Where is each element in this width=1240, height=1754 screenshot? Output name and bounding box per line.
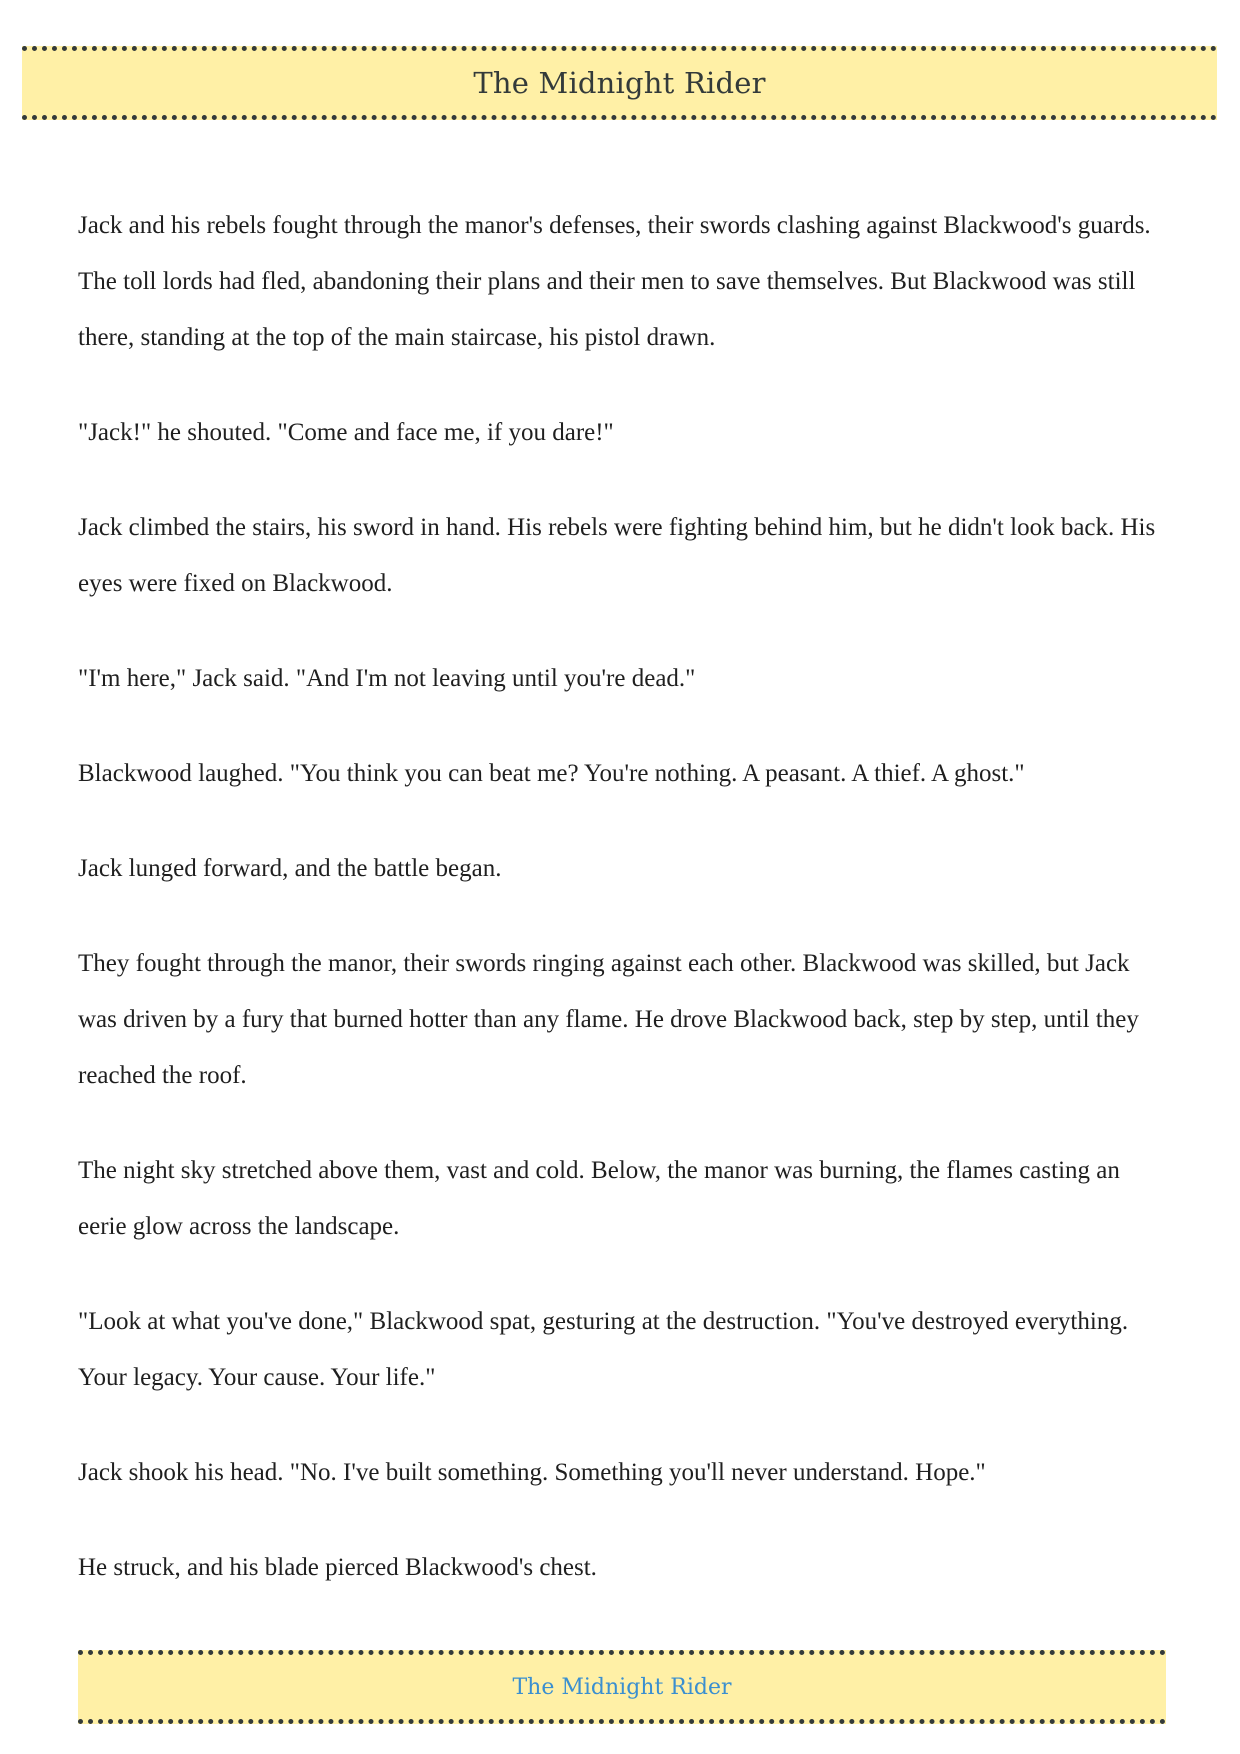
page-title: The Midnight Rider [473, 66, 766, 100]
footer-title: The Midnight Rider [512, 1674, 732, 1700]
footer-banner [78, 1650, 1166, 1724]
paragraph: He struck, and his blade pierced Blackwood's chest. [78, 1554, 597, 1581]
paragraph: "I'm here," Jack said. "And I'm not leaving until you're dead." [78, 665, 696, 692]
paragraph: Jack lunged forward, and the battle began. [78, 855, 502, 882]
paragraph: "Jack!" he shouted. "Come and face me, if you dare!" [78, 419, 614, 446]
paragraph: Blackwood laughed. "You think you can beat me? You're nothing. A peasant. A thief. A ghost." [78, 760, 1025, 787]
paragraph: Jack climbed the stairs, his sword in hand. His rebels were fighting behind him, but he didn't look back. His eyes were fixed on Blackwood. [78, 514, 1156, 597]
paragraph: "Look at what you've done," Blackwood spat, gesturing at the destruction. "You've destroyed everything. Your legacy. Your cause. Your life." [78, 1308, 1129, 1391]
paragraph: Jack shook his head. "No. I've built something. Something you'll never understand. Hope." [78, 1459, 986, 1486]
header-banner [22, 46, 1217, 120]
paragraph: They fought through the manor, their swords ringing against each other. Blackwood was skilled, but Jack was driven by a fury that burned hotter than any flame. He drove Blackwood back, step by step, until they reached the roof. [78, 950, 1139, 1089]
paragraph: The night sky stretched above them, vast and cold. Below, the manor was burning, the flames casting an eerie glow across the landscape. [78, 1157, 1120, 1240]
story-body [78, 198, 1168, 1635]
paragraph: Jack and his rebels fought through the manor's defenses, their swords clashing against Blackwood's guards. The toll lords had fled, abandoning their plans and their men to save themselves. But Blackwood was still there, standing at the top of the main staircase, his pistol drawn. [78, 212, 1151, 351]
